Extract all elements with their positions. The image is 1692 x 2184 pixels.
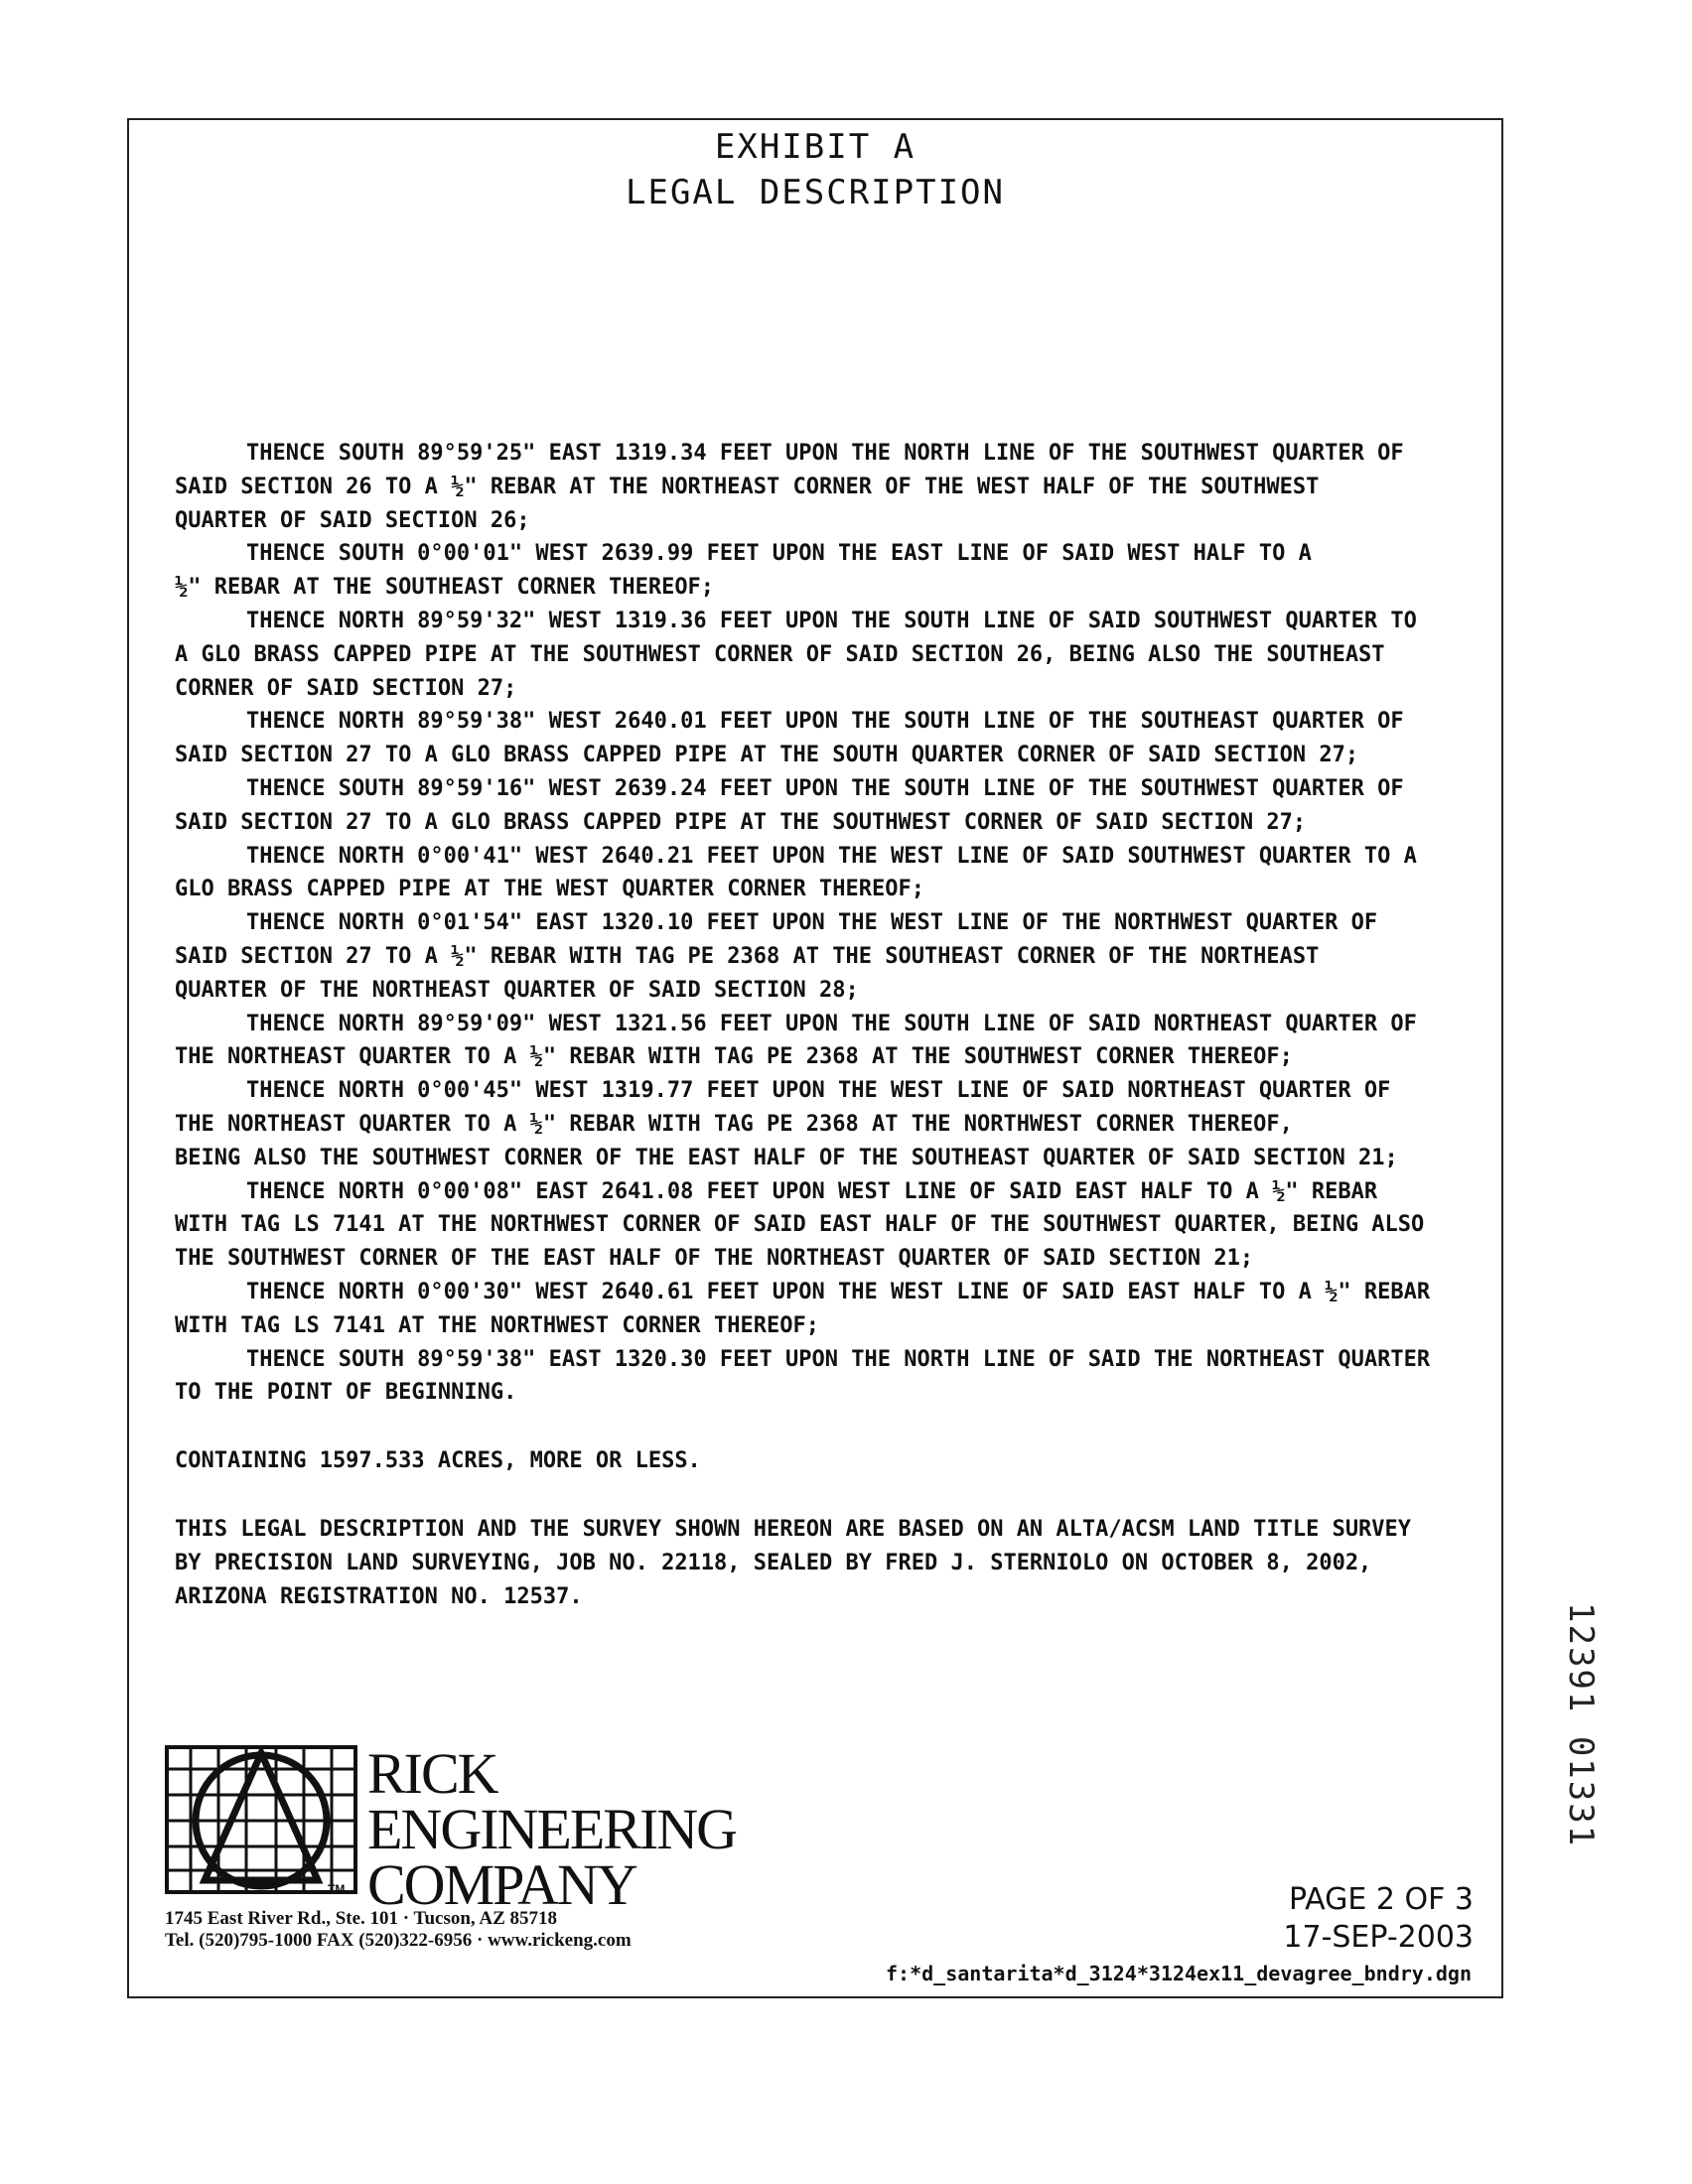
exhibit-title: EXHIBIT A xyxy=(714,127,916,167)
company-name-line-1: RICK xyxy=(367,1741,497,1806)
course-line: GLO BRASS CAPPED PIPE AT THE WEST QUARTER CORNER THEREOF; xyxy=(175,877,924,902)
company-address: 1745 East River Rd., Ste. 101 · Tucson, AZ 85718 xyxy=(165,1908,558,1929)
course-line: ½" REBAR AT THE SOUTHEAST CORNER THEREOF; xyxy=(175,575,715,601)
course-line: QUARTER OF THE NORTHEAST QUARTER OF SAID SECTION 28; xyxy=(175,977,859,1003)
course-line: THENCE NORTH 0°01'54" EAST 1320.10 FEET UPON THE WEST LINE OF THE NORTHWEST QUARTER OF xyxy=(246,910,1378,936)
course-line: QUARTER OF SAID SECTION 26; xyxy=(175,507,530,533)
basis-line: ARIZONA REGISTRATION NO. 12537. xyxy=(175,1583,583,1609)
course-line: THENCE NORTH 89°59'38" WEST 2640.01 FEET UPON THE SOUTH LINE OF THE SOUTHEAST QUARTER OF xyxy=(246,709,1404,735)
course-line: THE SOUTHWEST CORNER OF THE EAST HALF OF THE NORTHEAST QUARTER OF SAID SECTION 21; xyxy=(175,1246,1254,1272)
basis-line: THIS LEGAL DESCRIPTION AND THE SURVEY SHOWN HEREON ARE BASED ON AN ALTA/ACSM LAND TITLE SURVEY xyxy=(175,1516,1412,1542)
survey-basis xyxy=(175,1513,1505,1613)
acreage-statement: CONTAINING 1597.533 ACRES, MORE OR LESS. xyxy=(175,1448,701,1474)
company-name-line-2: ENGINEERING xyxy=(367,1797,737,1861)
basis-line: BY PRECISION LAND SURVEYING, JOB NO. 22118, SEALED BY FRED J. STERNIOLO ON OCTOBER 8, 2002, xyxy=(175,1550,1372,1575)
company-logo-icon xyxy=(165,1745,357,1894)
course-line: SAID SECTION 27 TO A ½" REBAR WITH TAG PE 2368 AT THE SOUTHEAST CORNER OF THE NORTHEAST xyxy=(175,943,1320,969)
course-lines xyxy=(175,437,1505,1410)
company-contact: Tel. (520)795-1000 FAX (520)322-6956 · www.rickeng.com xyxy=(165,1930,632,1951)
file-path: f:*d_santarita*d_3124*3124ex11_devagree_bndry.dgn xyxy=(885,1962,1472,1985)
document-date: 17-SEP-2003 xyxy=(1283,1920,1474,1955)
course-line: THENCE NORTH 89°59'09" WEST 1321.56 FEET UPON THE SOUTH LINE OF SAID NORTHEAST QUARTER OF xyxy=(246,1011,1417,1036)
course-line: SAID SECTION 27 TO A GLO BRASS CAPPED PIPE AT THE SOUTHWEST CORNER OF SAID SECTION 27; xyxy=(175,809,1307,835)
company-name-line-3: COMPANY xyxy=(367,1852,636,1917)
course-line: WITH TAG LS 7141 AT THE NORTHWEST CORNER OF SAID EAST HALF OF THE SOUTHWEST QUARTER, BEING ALSO xyxy=(175,1212,1425,1238)
course-line: THENCE NORTH 0°00'45" WEST 1319.77 FEET UPON THE WEST LINE OF SAID NORTHEAST QUARTER OF xyxy=(246,1078,1391,1104)
course-line: WITH TAG LS 7141 AT THE NORTHWEST CORNER THEREOF; xyxy=(175,1312,820,1338)
document-title: LEGAL DESCRIPTION xyxy=(626,173,1005,212)
course-line: THENCE SOUTH 0°00'01" WEST 2639.99 FEET UPON THE EAST LINE OF SAID WEST HALF TO A xyxy=(246,541,1312,567)
course-line: THENCE NORTH 0°00'30" WEST 2640.61 FEET UPON THE WEST LINE OF SAID EAST HALF TO A ½" REBAR xyxy=(246,1279,1431,1304)
course-line: THE NORTHEAST QUARTER TO A ½" REBAR WITH TAG PE 2368 AT THE SOUTHWEST CORNER THEREOF; xyxy=(175,1044,1293,1070)
page-number: PAGE 2 OF 3 xyxy=(1288,1882,1474,1917)
course-line: THE NORTHEAST QUARTER TO A ½" REBAR WITH TAG PE 2368 AT THE NORTHWEST CORNER THEREOF, xyxy=(175,1111,1293,1137)
course-line: CORNER OF SAID SECTION 27; xyxy=(175,675,517,701)
course-line: THENCE SOUTH 89°59'16" WEST 2639.24 FEET UPON THE SOUTH LINE OF THE SOUTHWEST QUARTER OF xyxy=(246,775,1404,801)
course-line: TO THE POINT OF BEGINNING. xyxy=(175,1380,517,1406)
course-line: THENCE SOUTH 89°59'38" EAST 1320.30 FEET UPON THE NORTH LINE OF SAID THE NORTHEAST QUARTER xyxy=(246,1346,1431,1372)
course-line: SAID SECTION 27 TO A GLO BRASS CAPPED PIPE AT THE SOUTH QUARTER CORNER OF SAID SECTION 27; xyxy=(175,743,1359,768)
course-line: THENCE NORTH 89°59'32" WEST 1319.36 FEET UPON THE SOUTH LINE OF SAID SOUTHWEST QUARTER TO xyxy=(246,608,1417,633)
course-line: THENCE NORTH 0°00'08" EAST 2641.08 FEET UPON WEST LINE OF SAID EAST HALF TO A ½" REBAR xyxy=(246,1178,1378,1204)
course-line: THENCE NORTH 0°00'41" WEST 2640.21 FEET UPON THE WEST LINE OF SAID SOUTHWEST QUARTER TO A xyxy=(246,843,1417,869)
legal-description-body xyxy=(175,437,1505,1613)
course-line: SAID SECTION 26 TO A ½" REBAR AT THE NORTHEAST CORNER OF THE WEST HALF OF THE SOUTHWEST xyxy=(175,474,1320,499)
course-line: BEING ALSO THE SOUTHWEST CORNER OF THE EAST HALF OF THE SOUTHEAST QUARTER OF SAID SECTION 21; xyxy=(175,1145,1398,1170)
side-document-code: 12391 01331 xyxy=(1561,1602,1601,1848)
course-line: THENCE SOUTH 89°59'25" EAST 1319.34 FEET UPON THE NORTH LINE OF THE SOUTHWEST QUARTER OF xyxy=(246,441,1404,466)
course-line: A GLO BRASS CAPPED PIPE AT THE SOUTHWEST CORNER OF SAID SECTION 26, BEING ALSO THE SOUTHEAST xyxy=(175,641,1385,667)
trademark-mark: TM xyxy=(328,1882,346,1896)
